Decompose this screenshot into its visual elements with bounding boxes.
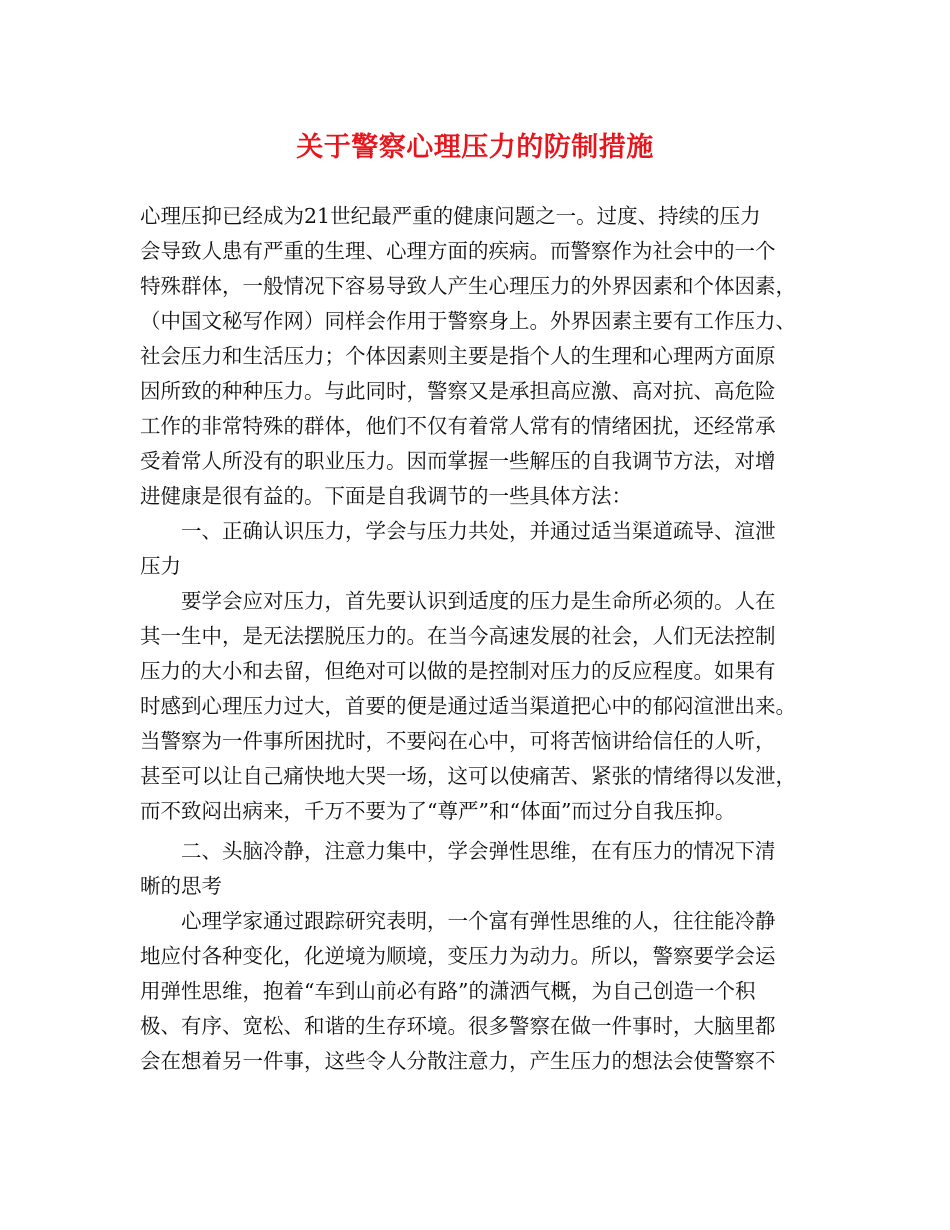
text-line: 特殊群体，一般情况下容易导致人产生心理压力的外界因素和个体因素， <box>140 274 796 298</box>
text-line: 甚至可以让自己痛快地大哭一场，这可以使痛苦、紧张的情绪得以发泄， <box>140 764 796 788</box>
text-line: 工作的非常特殊的群体，他们不仅有着常人常有的情绪困扰，还经常承 <box>140 414 776 438</box>
text-line: 会在想着另一件事，这些令人分散注意力，产生压力的想法会使警察不 <box>140 1049 776 1073</box>
text-line: 用弹性思维，抱着“车到山前必有路”的潇洒气概，为自己创造一个积 <box>140 979 756 1003</box>
text-line: 会导致人患有严重的生理、心理方面的疾病。而警察作为社会中的一个 <box>140 239 776 263</box>
text-line: 受着常人所没有的职业压力。因而掌握一些解压的自我调节方法，对增 <box>140 449 776 473</box>
section-heading-2-cont: 晰的思考 <box>140 874 222 898</box>
text-line: 当警察为一件事所困扰时，不要闷在心中，可将苦恼讲给信任的人听， <box>140 729 776 753</box>
text-line: 心理学家通过跟踪研究表明，一个富有弹性思维的人，往往能冷静 <box>181 909 776 933</box>
text-line: 压力的大小和去留，但绝对可以做的是控制对压力的反应程度。如果有 <box>140 659 776 683</box>
text-line: 心理压抑已经成为21世纪最严重的健康问题之一。过度、持续的压力 <box>140 204 761 228</box>
section-heading-2: 二、头脑冷静，注意力集中，学会弹性思维，在有压力的情况下清 <box>181 839 776 863</box>
text-line: 要学会应对压力，首先要认识到适度的压力是生命所必须的。人在 <box>181 589 776 613</box>
document-title: 关于警察心理压力的防制措施 <box>296 132 654 163</box>
text-line: 因所致的种种压力。与此同时，警察又是承担高应激、高对抗、高危险 <box>140 379 776 403</box>
text-line: （中国文秘写作网）同样会作用于警察身上。外界因素主要有工作压力、 <box>140 309 796 333</box>
section-heading-1-cont: 压力 <box>140 554 181 578</box>
text-line: 极、有序、宽松、和谐的生存环境。很多警察在做一件事时，大脑里都 <box>140 1014 776 1038</box>
text-line: 社会压力和生活压力；个体因素则主要是指个人的生理和心理两方面原 <box>140 344 776 368</box>
text-line: 其一生中，是无法摆脱压力的。在当今高速发展的社会，人们无法控制 <box>140 624 776 648</box>
text-line: 进健康是很有益的。下面是自我调节的一些具体方法： <box>140 484 632 508</box>
text-line: 地应付各种变化，化逆境为顺境，变压力为动力。所以，警察要学会运 <box>140 944 776 968</box>
section-heading-1: 一、正确认识压力，学会与压力共处，并通过适当渠道疏导、渲泄 <box>181 519 776 543</box>
text-line: 时感到心理压力过大，首要的便是通过适当渠道把心中的郁闷渲泄出来。 <box>140 694 796 718</box>
text-line: 而不致闷出病来，千万不要为了“尊严”和“体面”而过分自我压抑。 <box>140 799 736 823</box>
